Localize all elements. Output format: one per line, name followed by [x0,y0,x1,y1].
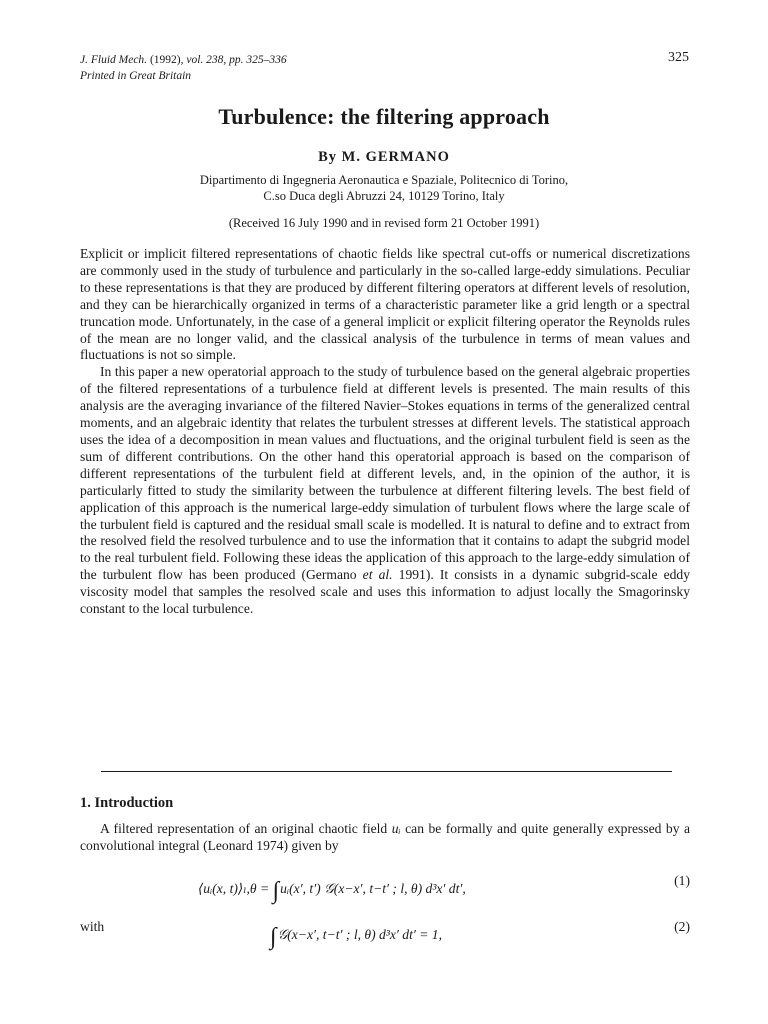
integral-sign: ∫ [272,878,280,904]
intro-symbol: uᵢ [391,821,401,836]
journal-citation [80,52,287,84]
section-divider [101,771,672,772]
introduction-text [80,820,690,854]
received-dates: (Received 16 July 1990 and in revised form 21 October 1991) [228,216,540,230]
affiliation-line-2: C.so Duca degli Abruzzi 24, 10129 Torino, Italy [263,189,505,203]
journal-pages: pp. 325–336 [229,54,287,66]
affiliation-line-1: Dipartimento di Ingegneria Aeronautica e Spaziale, Politecnico di Torino, [199,173,569,187]
abstract-paragraph-2-text: In this paper a new operatorial approach to the study of turbulence based on the general algebraic properties of the filtered representations of a turbulence field at different levels is presented. The main results of this analysis are the averaging invariance of the filtered Navier–Stokes equations in terms of the generalized central moments, and an algebraic identity that relates the turbulent stresses at different levels. The statistical approach uses the idea of a decomposition in mean values and fluctuations, and the original turbulent field is seen as the sum of different contributions. On the other hand this operatorial approach is based on the comparison of different representations of the turbulent field at different levels, and, in the opinion of the author, it is particularly fitted to study the similarity between the turbulence at different filtering levels. The best field of application of this approach is the numerical large-eddy simulation of turbulent flows where the large scale of the turbulent field is captured and the residual small scale is modelled. It is natural to define and to extract from the resolved field the resolved turbulence and to use the information that it contains to adapt the subgrid model to the real turbulent field. Following these ideas the application of this approach to the large-eddy simulation of the turbulent flow has been produced (Germano [80,364,690,583]
paper-title: Turbulence: the filtering approach [218,104,550,129]
introduction-paragraph [80,820,690,854]
equation-2 [80,913,690,950]
abstract [80,246,690,618]
abstract-paragraph-1: Explicit or implicit filtered representations of chaotic fields like spectral cut-offs or numerical discretizations are commonly used in the study of turbulence and particularly in the so-called large-eddy simulations. Peculiar to these representations is that they are produced by different filtering operators at different levels of resolution, and they can be hierarchically organized in terms of a characteristic parameter like a grid length or a spectral truncation mode. Unfortunately, in the case of a general implicit or explicit filtering operator the Reynolds rules of the mean are no longer valid, and the classical analysis of the turbulence in terms of mean values and fluctuations is not so simple. [80,246,690,363]
equation-1 [80,867,690,904]
author-line: By M. GERMANO [318,149,450,165]
journal-year: (1992), [149,54,184,66]
equation-2-expression [270,919,442,950]
abstract-paragraph-2-text-end: 1991). It consists in a dynamic subgrid-scale eddy viscosity model that samples the resolved scale and uses this information to adjust locally the Smagorinsky constant to the local turbulence. [80,567,691,617]
equation-1-lhs: ⟨uᵢ(x, t)⟩ₗ,θ = [198,881,270,896]
integral-sign: ∫ [270,924,277,950]
equation-2-rhs: 𝒢(x−x′, t−t′ ; l, θ) d³x′ dt′ = 1, [277,927,442,942]
et-al: et al. [362,567,393,583]
abstract-paragraph-2 [80,364,690,618]
equation-1-rhs: uᵢ(x′, t′) 𝒢(x−x′, t−t′ ; l, θ) d³x′ dt′, [280,881,466,896]
page-number: 325 [668,50,689,65]
equation-2-number: (2) [674,919,690,934]
printed-in: Printed in Great Britain [80,70,192,82]
equation-2-lead: with [80,919,105,934]
intro-text-start: A filtered representation of an original chaotic field [100,821,388,836]
intro-text-end: can be formally and quite generally expressed by a convolutional integral (Leonard 1974) given by [80,821,691,853]
equation-1-number: (1) [674,873,690,888]
journal-name: J. Fluid Mech. [80,54,148,66]
section-heading-introduction: 1. Introduction [80,795,174,811]
affiliation [0,172,768,204]
journal-volume: vol. 238, [186,54,227,66]
equation-1-expression [198,873,466,904]
